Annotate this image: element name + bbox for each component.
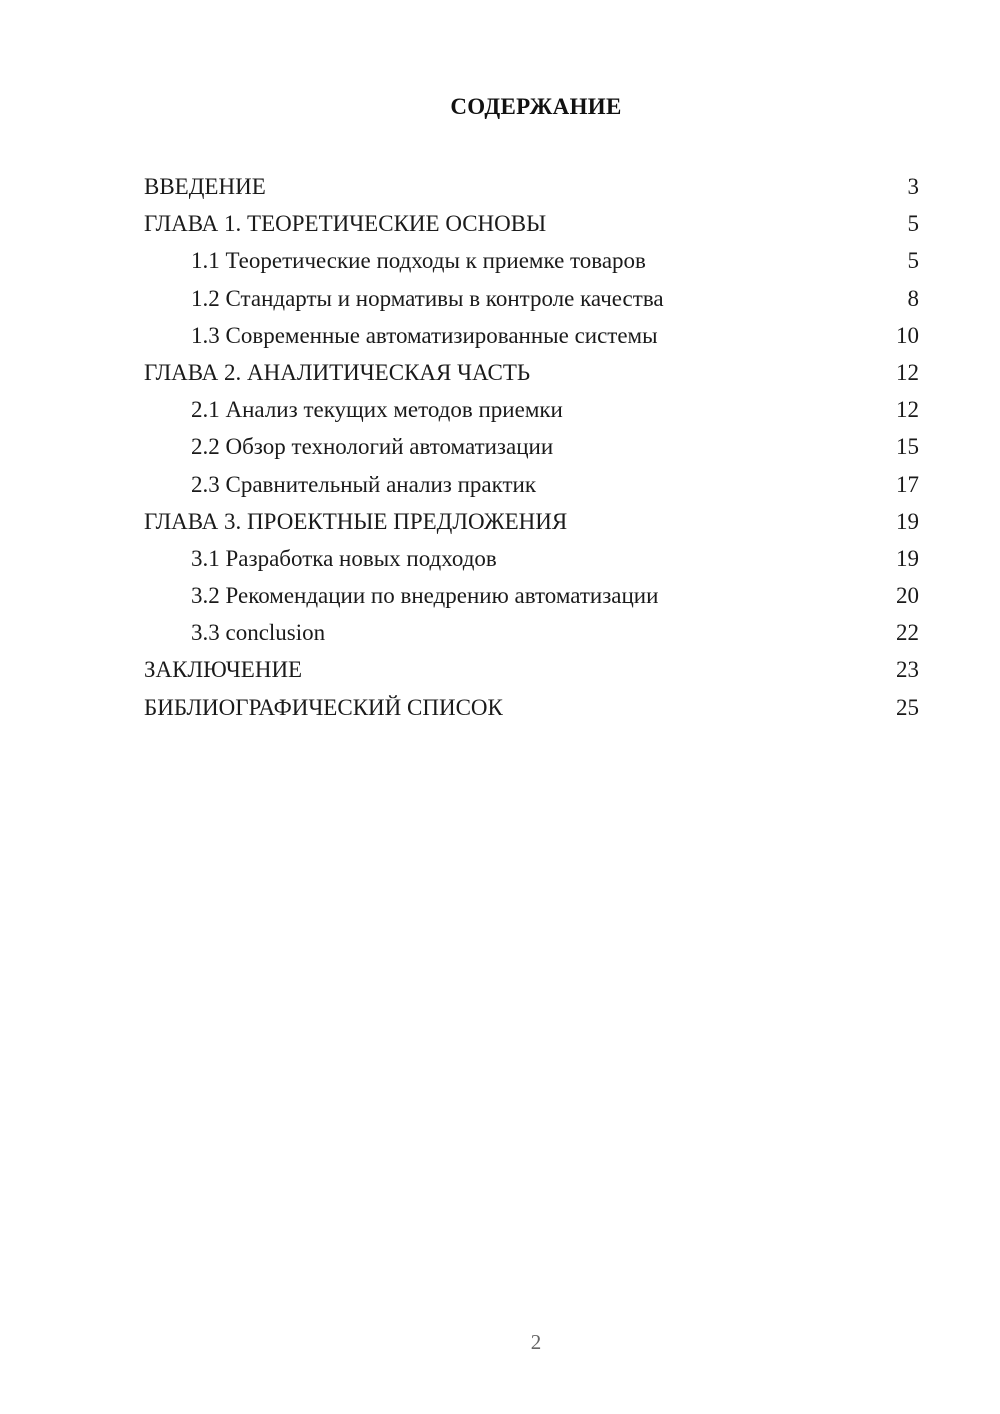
toc-entry-page: 20: [896, 583, 919, 609]
toc-entry-label: 2.3 Сравнительный анализ практик: [191, 471, 537, 497]
toc-entry-chapter-3[interactable]: [144, 503, 919, 540]
toc-entry-section-1-1[interactable]: [144, 242, 919, 279]
toc-entry-page: 12: [896, 359, 919, 385]
page-title: СОДЕРЖАНИЕ: [450, 94, 622, 119]
toc-entry-label: 3.3 conclusion: [191, 620, 326, 646]
toc-entry-page: 10: [896, 322, 919, 348]
toc-entry-label: ГЛАВА 1. ТЕОРЕТИЧЕСКИЕ ОСНОВЫ: [144, 211, 547, 237]
toc-entry-section-3-1[interactable]: [144, 540, 919, 577]
toc-entry-section-3-2[interactable]: [144, 577, 919, 614]
toc-entry-label: ГЛАВА 2. АНАЛИТИЧЕСКАЯ ЧАСТЬ: [144, 359, 531, 385]
page-number: 2: [530, 1330, 542, 1354]
toc-entry-label: 3.2 Рекомендации по внедрению автоматизации: [191, 583, 659, 609]
toc-entry-section-2-3[interactable]: [144, 466, 919, 503]
toc-entry-conclusion[interactable]: [144, 651, 919, 688]
toc-entry-page: 17: [896, 471, 919, 497]
toc-entry-page: 19: [896, 545, 919, 571]
toc-entry-label: ВВЕДЕНИЕ: [144, 174, 266, 199]
toc-entry-page: 8: [907, 285, 919, 311]
toc-entry-label: 2.1 Анализ текущих методов приемки: [191, 397, 563, 423]
toc-entry-page: 25: [896, 694, 919, 720]
toc-entry-page: 23: [896, 657, 919, 683]
toc-entry-section-1-2[interactable]: [144, 280, 919, 317]
toc-entry-section-2-1[interactable]: [144, 391, 919, 428]
toc-entry-page: 19: [896, 508, 919, 534]
toc-entry-introduction[interactable]: [144, 168, 919, 205]
toc-entry-chapter-2[interactable]: [144, 354, 919, 391]
toc-entry-label: 1.1 Теоретические подходы к приемке товаров: [191, 248, 646, 274]
toc-entry-chapter-1[interactable]: [144, 205, 919, 242]
toc-entry-page: 3: [907, 174, 919, 199]
table-of-contents: [144, 168, 919, 726]
toc-entry-page: 15: [896, 434, 919, 460]
toc-entry-label: ЗАКЛЮЧЕНИЕ: [144, 657, 303, 683]
toc-entry-page: 22: [896, 620, 919, 646]
toc-entry-section-3-3[interactable]: [144, 614, 919, 651]
toc-entry-label: БИБЛИОГРАФИЧЕСКИЙ СПИСОК: [144, 694, 503, 720]
toc-entry-page: 5: [907, 248, 919, 274]
toc-entry-section-1-3[interactable]: [144, 317, 919, 354]
toc-entry-label: 3.1 Разработка новых подходов: [191, 545, 497, 571]
toc-entry-section-2-2[interactable]: [144, 428, 919, 465]
toc-entry-page: 5: [907, 211, 919, 237]
toc-entry-label: 1.2 Стандарты и нормативы в контроле качества: [191, 285, 664, 311]
toc-entry-label: 2.2 Обзор технологий автоматизации: [191, 434, 554, 460]
toc-entry-label: ГЛАВА 3. ПРОЕКТНЫЕ ПРЕДЛОЖЕНИЯ: [144, 508, 568, 534]
toc-entry-page: 12: [896, 397, 919, 423]
toc-entry-bibliography[interactable]: [144, 689, 919, 726]
toc-entry-label: 1.3 Современные автоматизированные системы: [191, 322, 658, 348]
